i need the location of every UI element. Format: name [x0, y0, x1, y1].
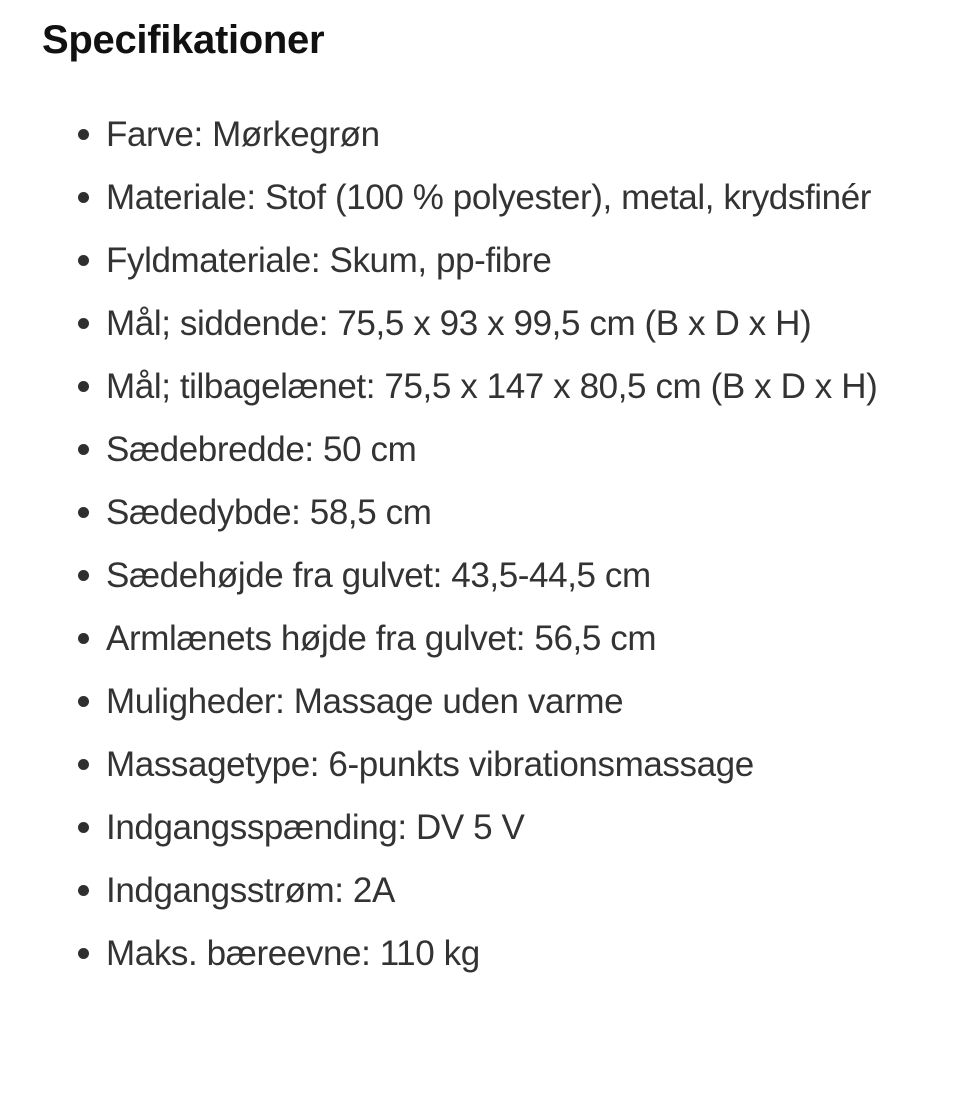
- bullet-icon: [78, 696, 89, 707]
- spec-item-label: Mål; siddende: 75,5 x 93 x 99,5 cm (B x D x H): [106, 304, 812, 343]
- bullet-icon: [78, 318, 89, 329]
- spec-item-dimensions-reclined: [0, 355, 960, 418]
- bullet-icon: [78, 129, 89, 140]
- spec-item-label: Maks. bæreevne: 110 kg: [106, 934, 480, 973]
- bullet-icon: [78, 570, 89, 581]
- spec-item-label: Sædebredde: 50 cm: [106, 430, 417, 469]
- spec-item-label: Sædedybde: 58,5 cm: [106, 493, 432, 532]
- spec-item-label: Muligheder: Massage uden varme: [106, 682, 624, 721]
- spec-item-label: Indgangsspænding: DV 5 V: [106, 808, 525, 847]
- spec-item-input-voltage: [0, 796, 960, 859]
- bullet-icon: [78, 381, 89, 392]
- spec-item-armrest-height: [0, 607, 960, 670]
- spec-item-massage-type: [0, 733, 960, 796]
- spec-item-material: [0, 166, 960, 229]
- specifications-list: [0, 103, 960, 985]
- bullet-icon: [78, 192, 89, 203]
- bullet-icon: [78, 507, 89, 518]
- bullet-icon: [78, 255, 89, 266]
- spec-item-label: Mål; tilbagelænet: 75,5 x 147 x 80,5 cm (B x D x H): [106, 367, 878, 406]
- spec-item-seat-width: [0, 418, 960, 481]
- bullet-icon: [78, 822, 89, 833]
- bullet-icon: [78, 759, 89, 770]
- spec-item-label: Materiale: Stof (100 % polyester), metal, krydsfinér: [106, 178, 872, 217]
- bullet-icon: [78, 633, 89, 644]
- spec-item-color: [0, 103, 960, 166]
- spec-item-options: [0, 670, 960, 733]
- spec-item-seat-depth: [0, 481, 960, 544]
- spec-item-label: Sædehøjde fra gulvet: 43,5-44,5 cm: [106, 556, 651, 595]
- spec-item-filling-material: [0, 229, 960, 292]
- spec-item-label: Armlænets højde fra gulvet: 56,5 cm: [106, 619, 657, 658]
- spec-item-input-current: [0, 859, 960, 922]
- spec-item-label: Indgangsstrøm: 2A: [106, 871, 395, 910]
- bullet-icon: [78, 444, 89, 455]
- spec-item-seat-height: [0, 544, 960, 607]
- spec-item-label: Farve: Mørkegrøn: [106, 115, 380, 154]
- section-title: Specifikationer: [42, 18, 325, 62]
- spec-item-dimensions-seated: [0, 292, 960, 355]
- bullet-icon: [78, 885, 89, 896]
- bullet-icon: [78, 948, 89, 959]
- spec-item-label: Fyldmateriale: Skum, pp-fibre: [106, 241, 552, 280]
- spec-item-label: Massagetype: 6-punkts vibrationsmassage: [106, 745, 754, 784]
- spec-item-max-load: [0, 922, 960, 985]
